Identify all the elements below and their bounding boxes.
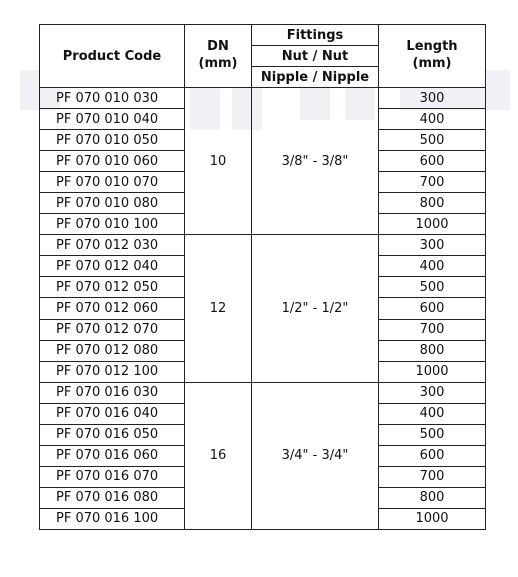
length-cell: 700 [379,319,486,340]
product-code-cell: PF 070 016 100 [40,508,185,529]
length-cell: 700 [379,466,486,487]
length-cell: 800 [379,193,486,214]
length-cell: 800 [379,340,486,361]
table-header [40,25,486,88]
product-code-cell: PF 070 012 060 [40,298,185,319]
product-code-cell: PF 070 016 080 [40,487,185,508]
product-code-cell: PF 070 010 070 [40,172,185,193]
header-dn [185,25,252,88]
length-cell: 1000 [379,361,486,382]
product-code-cell: PF 070 016 070 [40,466,185,487]
table-row [40,235,486,256]
table-body [40,88,486,530]
product-code-cell: PF 070 012 070 [40,319,185,340]
product-code-cell: PF 070 012 030 [40,235,185,256]
fitting-cell: 3/4" - 3/4" [252,382,379,529]
product-code-cell: PF 070 010 040 [40,109,185,130]
product-code-cell: PF 070 012 100 [40,361,185,382]
length-cell: 600 [379,445,486,466]
product-code-cell: PF 070 010 080 [40,193,185,214]
length-cell: 400 [379,256,486,277]
product-code-cell: PF 070 012 040 [40,256,185,277]
product-code-cell: PF 070 012 080 [40,340,185,361]
length-cell: 500 [379,277,486,298]
header-nipple-nipple: Nipple / Nipple [252,67,379,88]
header-nut-nut: Nut / Nut [252,46,379,67]
table-row [40,88,486,109]
fitting-cell: 3/8" - 3/8" [252,88,379,235]
header-dn-label: DN [207,39,229,55]
length-cell: 500 [379,130,486,151]
dn-cell: 12 [185,235,252,382]
dn-cell: 16 [185,382,252,529]
length-cell: 800 [379,487,486,508]
header-dn-unit: (mm) [198,56,238,71]
product-code-cell: PF 070 010 050 [40,130,185,151]
product-code-cell: PF 070 010 060 [40,151,185,172]
length-cell: 700 [379,172,486,193]
header-product-code: Product Code [40,25,185,88]
product-code-cell: PF 070 016 060 [40,445,185,466]
product-spec-table [39,24,486,530]
table-row [40,382,486,403]
length-cell: 1000 [379,214,486,235]
dn-cell: 10 [185,88,252,235]
product-code-cell: PF 070 012 050 [40,277,185,298]
length-cell: 300 [379,88,486,109]
length-cell: 600 [379,298,486,319]
length-cell: 1000 [379,508,486,529]
product-code-cell: PF 070 010 100 [40,214,185,235]
length-cell: 400 [379,109,486,130]
header-length [379,25,486,88]
length-cell: 400 [379,403,486,424]
product-code-cell: PF 070 016 050 [40,424,185,445]
length-cell: 300 [379,235,486,256]
length-cell: 300 [379,382,486,403]
length-cell: 600 [379,151,486,172]
product-code-cell: PF 070 016 040 [40,403,185,424]
product-code-cell: PF 070 016 030 [40,382,185,403]
header-length-unit: (mm) [412,56,452,71]
header-fittings: Fittings [252,25,379,46]
header-length-label: Length [406,39,458,55]
length-cell: 500 [379,424,486,445]
fitting-cell: 1/2" - 1/2" [252,235,379,382]
product-code-cell: PF 070 010 030 [40,88,185,109]
